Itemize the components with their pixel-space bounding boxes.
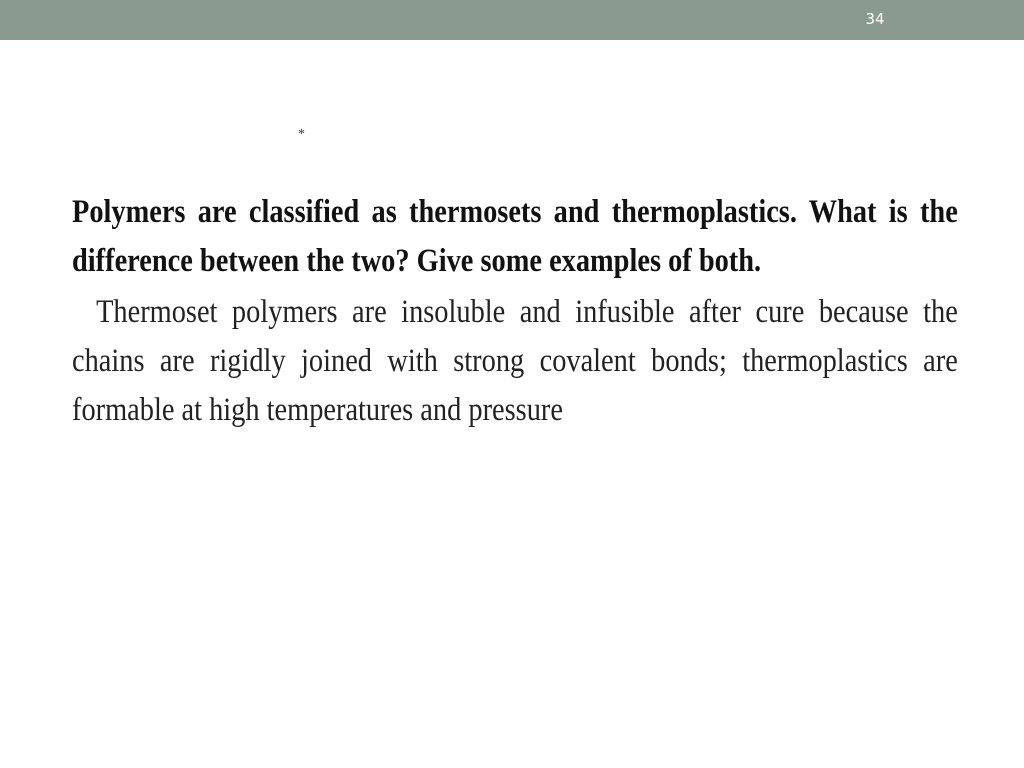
- stray-mark: *: [298, 127, 305, 142]
- slide-content: [72, 188, 958, 435]
- question-text: Polymers are classified as thermosets and thermoplastics. What is the difference between the two? Give some examples of both.: [72, 194, 958, 279]
- slide-number: 34: [865, 10, 885, 28]
- header-bar: [0, 0, 1024, 40]
- answer-text: Thermoset polymers are insoluble and infusible after cure because the chains are rigidly joined with strong covalent bonds; thermoplastics are formable at high temperatures and pressure: [72, 294, 958, 428]
